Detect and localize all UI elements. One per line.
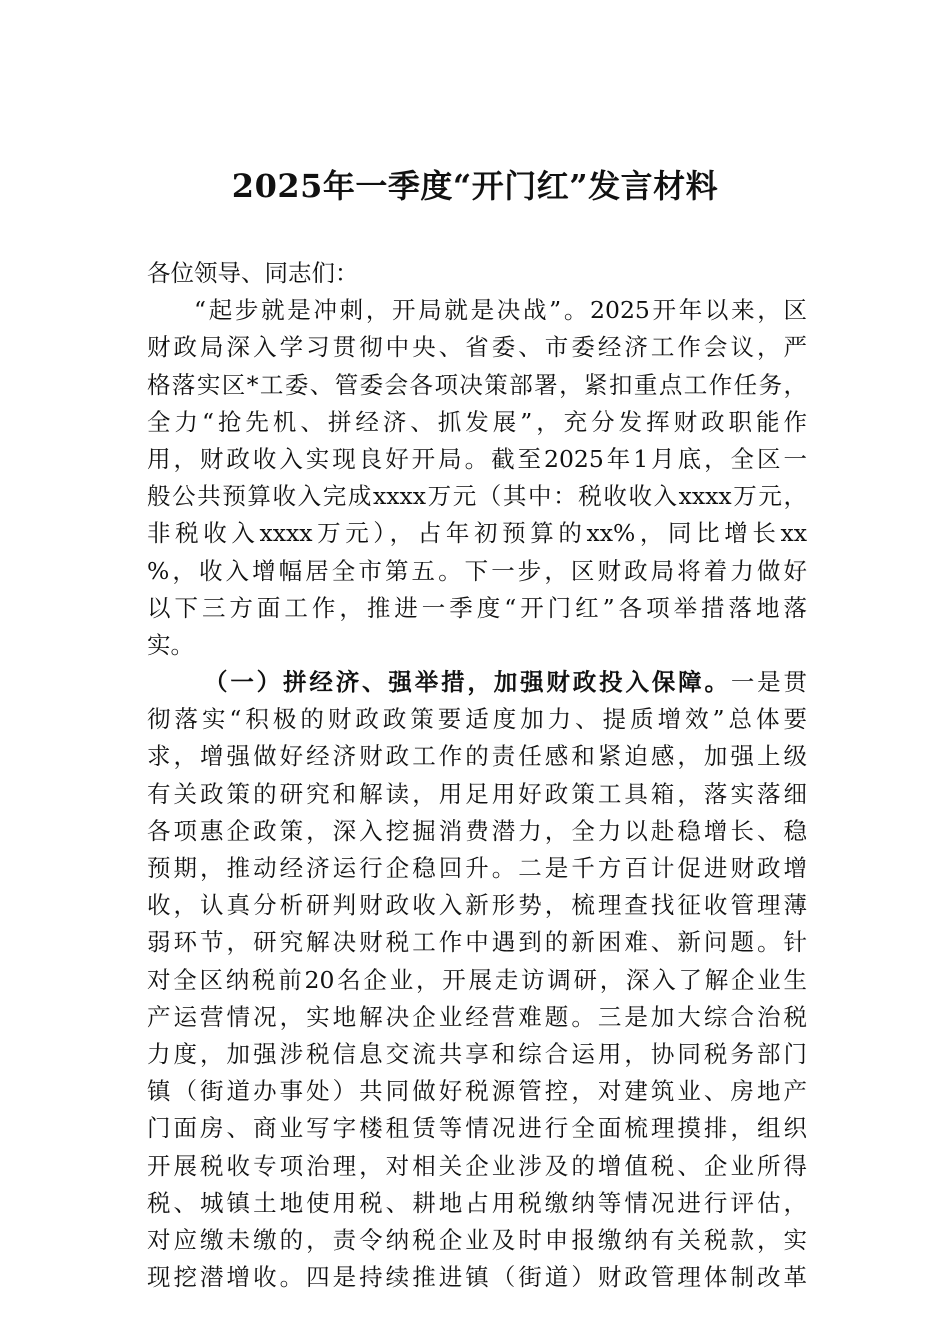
paragraph-line: 格落实区*工委、管委会各项决策部署，紧扣重点工作任务， (147, 370, 807, 399)
paragraph-line: 收，认真分析研判财政收入新形势，梳理查找征收管理薄 (147, 891, 807, 920)
paragraph-line: 以下三方面工作，推进一季度“开门红”各项举措落地落 (147, 593, 807, 622)
paragraph-line: 用，财政收入实现良好开局。截至2025年1月底，全区一 (147, 444, 807, 473)
paragraph-line: 求，增强做好经济财政工作的责任感和紧迫感，加强上级 (147, 742, 807, 771)
paragraph-line: 般公共预算收入完成xxxx万元（其中：税收收入xxxx万元， (147, 482, 807, 511)
section-text: 一是贯 (730, 668, 808, 697)
paragraph-line: 对应缴未缴的，责令纳税企业及时申报缴纳有关税款，实 (147, 1225, 807, 1254)
salutation: 各位领导、同志们： (147, 259, 359, 287)
section-heading-line (147, 664, 807, 701)
paragraph-line: 财政局深入学习贯彻中央、省委、市委经济工作会议，严 (147, 333, 807, 362)
paragraph-line: 全力“抢先机、拼经济、抓发展”，充分发挥财政职能作 (147, 407, 807, 436)
paragraph-line: 弱环节，研究解决财税工作中遇到的新困难、新问题。针 (147, 928, 807, 957)
paragraph-line: 各项惠企政策，深入挖掘消费潜力，全力以赴稳增长、稳 (147, 816, 807, 845)
paragraph-line: 镇（街道办事处）共同做好税源管控，对建筑业、房地产 (147, 1077, 807, 1106)
paragraph-line: 力度，加强涉税信息交流共享和综合运用，协同税务部门 (147, 1039, 807, 1068)
paragraph-1 (147, 292, 807, 664)
paragraph-line: 开展税收专项治理，对相关企业涉及的增值税、企业所得 (147, 1151, 807, 1180)
section-heading: （一）拼经济、强举措，加强财政投入保障。 (204, 668, 731, 697)
document-body (147, 255, 807, 1296)
paragraph-line: 彻落实“积极的财政政策要适度加力、提质增效”总体要 (147, 705, 807, 734)
paragraph-line: 产运营情况，实地解决企业经营难题。三是加大综合治税 (147, 1002, 807, 1031)
paragraph-line: %，收入增幅居全市第五。下一步，区财政局将着力做好 (147, 556, 807, 585)
paragraph-line: 现挖潜增收。四是持续推进镇（街道）财政管理体制改革 (147, 1263, 807, 1292)
paragraph-line: 税、城镇土地使用税、耕地占用税缴纳等情况进行评估， (147, 1188, 807, 1217)
paragraph-line: 非税收入xxxx万元），占年初预算的xx%，同比增长xx (147, 519, 807, 548)
paragraph-line: “起步就是冲刺，开局就是决战”。2025开年以来，区 (194, 296, 807, 325)
paragraph-line: 对全区纳税前20名企业，开展走访调研，深入了解企业生 (147, 965, 807, 994)
document-title: 2025年一季度“开门红”发言材料 (231, 167, 719, 205)
paragraph-line: 实。 (147, 630, 194, 659)
section-1 (147, 664, 807, 1296)
paragraph-line: 门面房、商业写字楼租赁等情况进行全面梳理摸排，组织 (147, 1114, 807, 1143)
paragraph-line: 预期，推动经济运行企稳回升。二是千方百计促进财政增 (147, 854, 807, 882)
paragraph-line: 有关政策的研究和解读，用足用好政策工具箱，落实落细 (147, 779, 807, 808)
